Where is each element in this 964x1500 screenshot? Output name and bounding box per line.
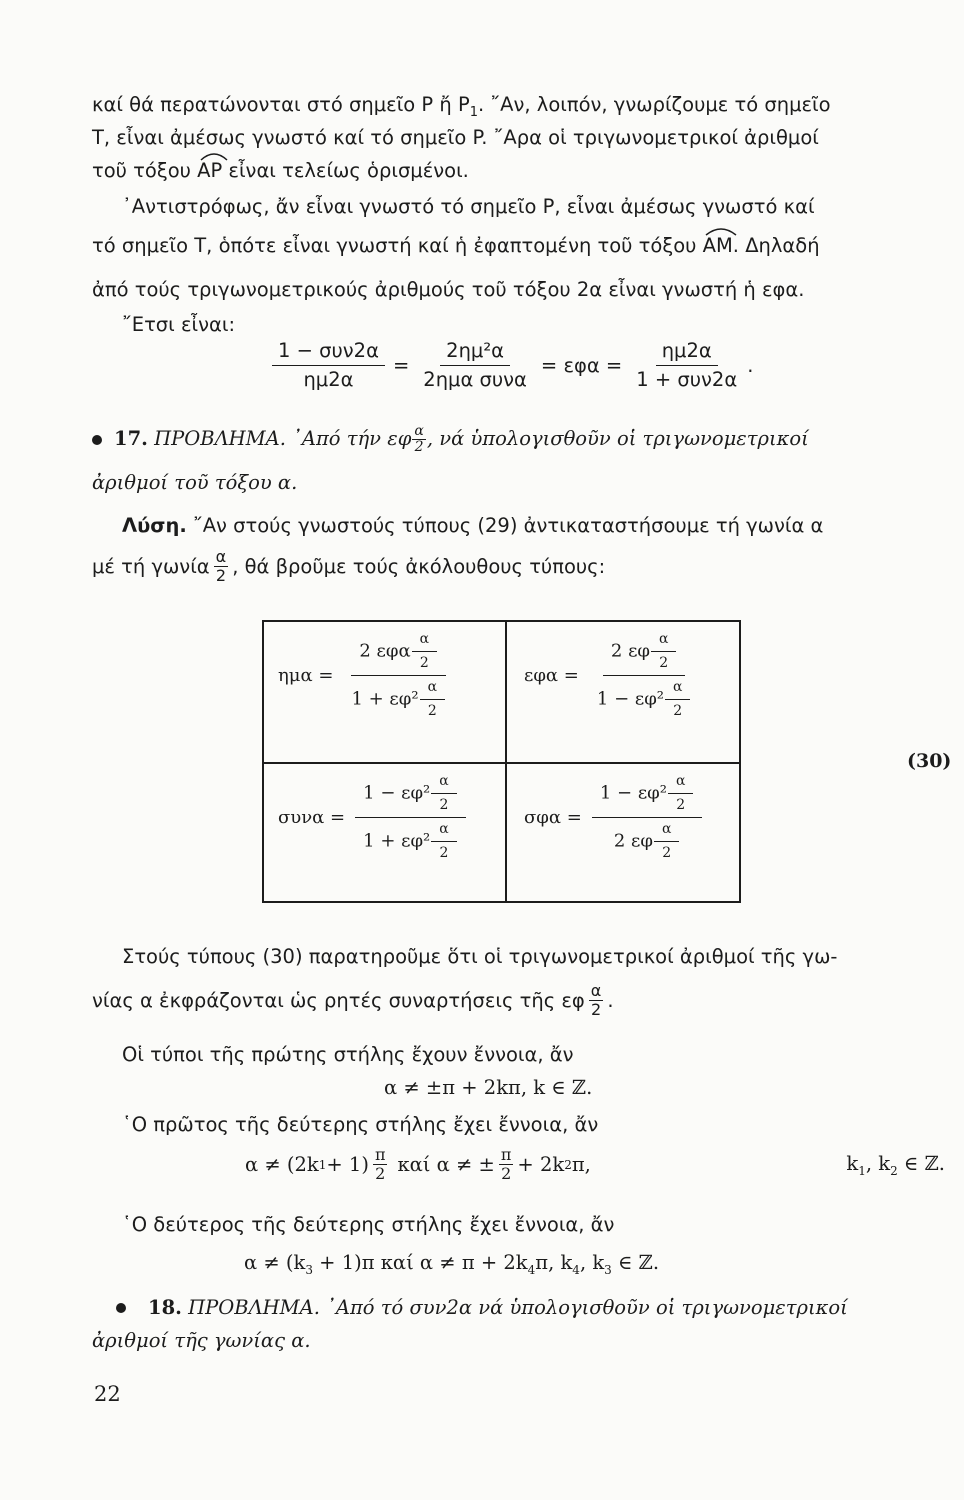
text-segment: τό σημεῖο T, ὁπότε εἶναι γνωστή καί ἡ ἐφαπτομένη τοῦ τόξου — [92, 234, 703, 257]
fraction: 1 − εφ² $\frac{\alpha}{2}$ 1 + εφ² $\frac{\alpha}{2}$ — [355, 774, 466, 861]
text-line: ῎Ετσι εἶναι: — [122, 313, 236, 336]
bullet-icon — [116, 1303, 126, 1313]
formula-cos: συνα = 1 − εφ² $\frac{\alpha}{2}$ 1 + εφ² $\frac{\alpha}{2}$ — [278, 774, 470, 861]
solution-line: Λύση. ῎Αν στούς γνωστούς τύπους (29) ἀντικαταστήσουμε τή γωνία α — [122, 514, 824, 537]
fraction: 2 εφα $\frac{\alpha}{2}$ 1 + εφ² $\frac{\alpha}{2}$ — [343, 632, 454, 719]
text-segment: . ῎Αν, λοιπόν, γνωρίζουμε τό σημεῖο — [478, 93, 831, 116]
text-line: T, εἶναι ἀμέσως γνωστό καί τό σημεῖο P. ῎Αρα οἱ τριγωνομετρικοί ἀριθμοί — [92, 126, 819, 149]
fraction: $\frac{\text{1 − συν2α}}{\eta\mu 2\alpha}$ — [272, 338, 385, 393]
solution-label: Λύση. — [122, 514, 187, 537]
text-line: ἀριθμοί τοῦ τόξου α. — [92, 471, 298, 494]
text-line: ἀριθμοί τῆς γωνίας α. — [92, 1329, 311, 1352]
text-line: ᾽Αντιστρόφως, ἄν εἶναι γνωστό τό σημεῖο P, εἶναι ἀμέσως γνωστό καί — [122, 195, 815, 218]
text-segment: . Δηλαδή — [732, 234, 820, 257]
text-segment: καί θά περατώνονται στό σημεῖο P ἤ P — [92, 93, 470, 116]
fraction: $\frac{\alpha}{2}$ — [215, 547, 227, 585]
fraction: $\frac{\alpha}{2}$ — [414, 423, 424, 455]
fraction: $\frac{\pi}{2}$ — [374, 1145, 386, 1183]
equation-tag: (30) — [907, 750, 952, 772]
formula-sin: ημα = 2 εφα $\frac{\alpha}{2}$ 1 + εφ² $\frac{\alpha}{2}$ — [278, 632, 458, 719]
identity-formula: $\frac{\text{1 − συν2α}}{\eta\mu 2\alpha}$ = $\frac{\text{2ημ²α}}{\text{2ημα συνα}}$ = εφα = $\frac{\eta\mu 2\alpha}{\text{1 + συν2α}}$ . — [268, 338, 753, 393]
problem-18-heading: 18. ΠΡΟΒΛΗΜΑ. ᾽Από τό συν2α νά ὑπολογισθοῦν οἱ τριγωνομετρικοί — [148, 1295, 944, 1321]
table-divider — [262, 762, 741, 764]
condition-formula: $\alpha \ne (k_3 + 1)\pi$ καί $\alpha \ne \pi + 2k_4\pi$, $k_4$, $k_3$ ∈ ℤ. — [244, 1251, 660, 1277]
bullet-icon — [92, 435, 102, 445]
fraction: $\frac{\eta\mu 2\alpha}{\text{1 + συν2α}}$ — [636, 339, 738, 391]
formula-cot: σφα = 1 − εφ² $\frac{\alpha}{2}$ 2 εφ $\frac{\alpha}{2}$ — [524, 774, 706, 861]
condition-formula: α ≠ (2k 1 + 1) $\frac{\pi}{2}$ καί α ≠ ± $\frac{\pi}{2}$ + 2k 2 π, $k_1$, $k_2$ ∈ ℤ. — [245, 1145, 945, 1183]
arc-mark-icon — [704, 225, 738, 237]
text-line: ἀπό τούς τριγωνομετρικούς ἀριθμούς τοῦ τόξου 2α εἶναι γνωστή ἡ εφα. — [92, 278, 805, 301]
text-line — [92, 92, 944, 126]
arc-label: AP — [197, 159, 223, 182]
subscript: 1 — [469, 104, 478, 120]
fraction: $\frac{\pi}{2}$ — [500, 1145, 512, 1183]
arc-notation — [197, 158, 222, 184]
fraction: 2 εφ $\frac{\alpha}{2}$ 1 − εφ² $\frac{\alpha}{2}$ — [589, 632, 700, 719]
problem-17-heading: 17. ΠΡΟΒΛΗΜΑ. ᾽Από τήν εφ $\frac{\alpha}{2}$ , νά ὑπολογισθοῦν οἱ τριγωνομετρικοί — [92, 424, 944, 455]
text-line: μέ τή γωνία $\frac{\alpha}{2}$ , θά βροῦμε τούς ἀκόλουθους τύπους: — [92, 547, 606, 585]
fraction: $\frac{\text{2ημ²α}}{\text{2ημα συνα}}$ — [423, 339, 527, 391]
text-line — [92, 158, 944, 184]
condition-formula: α ≠ ±π + 2kπ, k ∈ ℤ. — [384, 1076, 593, 1099]
text-line: Στούς τύπους (30) παρατηροῦμε ὅτι οἱ τριγωνομετρικοί ἀριθμοί τῆς γω- — [122, 945, 838, 968]
fraction: $\frac{\alpha}{2}$ — [590, 981, 602, 1019]
text-line: νίας α ἐκφράζονται ὡς ρητές συναρτήσεις τῆς εφ $\frac{\alpha}{2}$ . — [92, 981, 614, 1019]
text-segment: τοῦ τόξου — [92, 159, 198, 182]
text-line: Οἱ τύποι τῆς πρώτης στήλης ἔχουν ἔννοια, ἄν — [122, 1043, 574, 1066]
text-line: ῾Ο πρῶτος τῆς δεύτερης στήλης ἔχει ἔννοια, ἄν — [122, 1113, 599, 1136]
arc-mark-icon — [199, 150, 229, 162]
formula-tan: εφα = 2 εφ $\frac{\alpha}{2}$ 1 − εφ² $\frac{\alpha}{2}$ — [524, 632, 703, 719]
text-segment: εἶναι τελείως ὁρισμένοι. — [222, 159, 469, 182]
arc-notation — [703, 233, 733, 259]
text-line: ῾Ο δεύτερος τῆς δεύτερης στήλης ἔχει ἔννοια, ἄν — [122, 1213, 615, 1236]
fraction: 1 − εφ² $\frac{\alpha}{2}$ 2 εφ $\frac{\alpha}{2}$ — [592, 774, 703, 861]
page-number: 22 — [94, 1382, 121, 1406]
text-line — [92, 233, 944, 259]
arc-label: AM — [702, 234, 733, 257]
